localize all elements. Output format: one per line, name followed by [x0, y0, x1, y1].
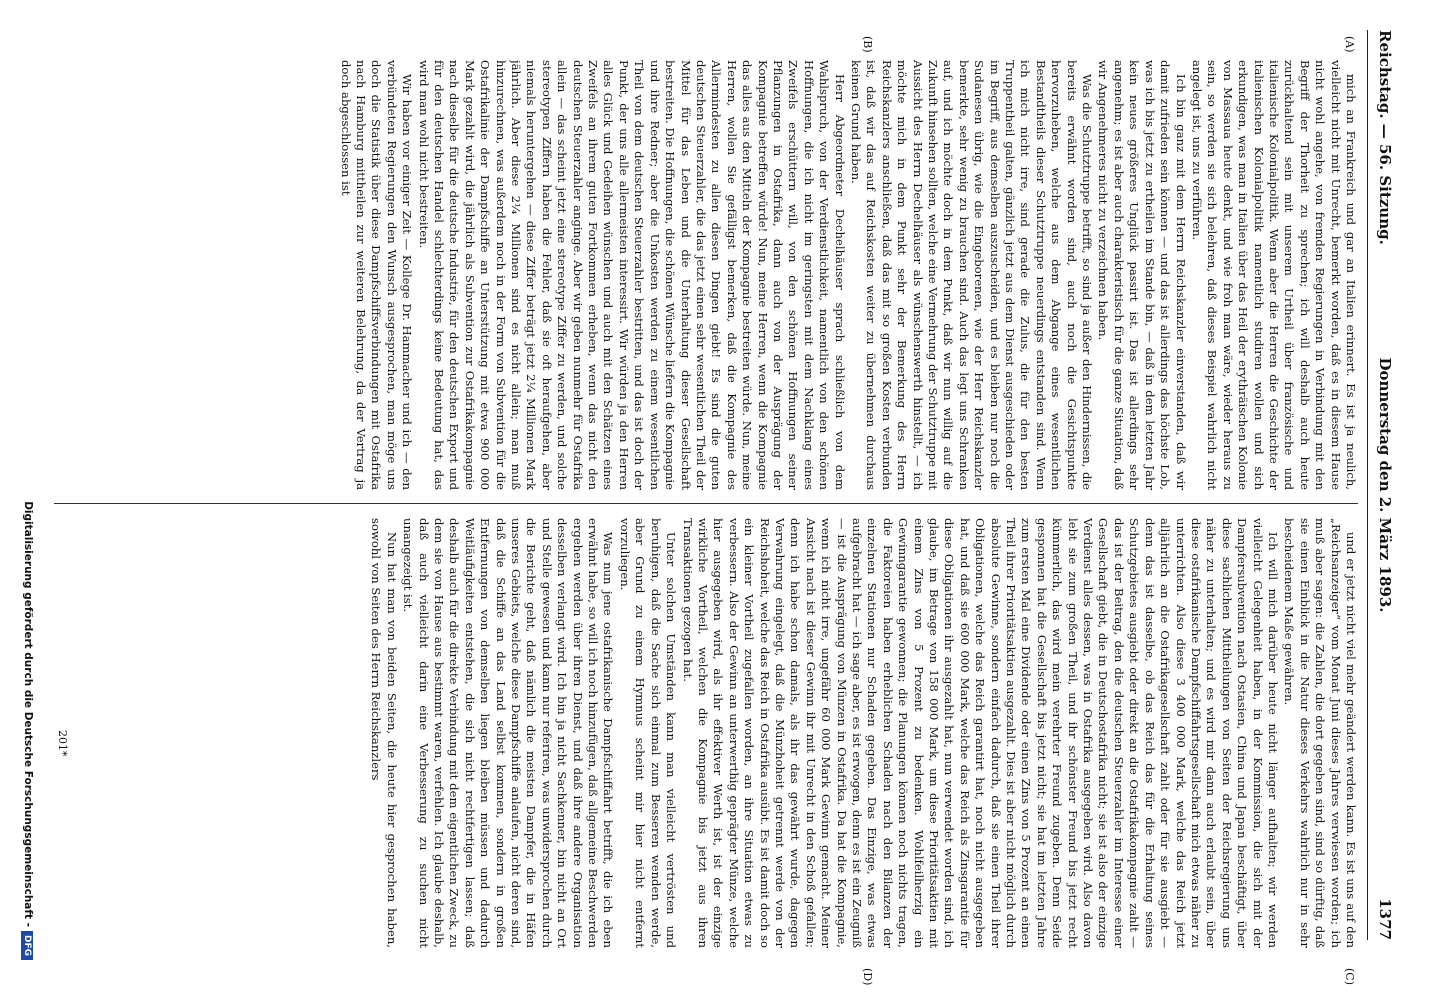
header-session: Reichstag. — 56. Sitzung. — [1376, 30, 1394, 245]
paragraph: Ich bin ganz mit dem Herrn Reichskanzler einverstanden, daß wir damit zufrieden sein können — und das ist allerdings das höchste Lob, was ich bis jetzt zu ertheilen im Stande bin, — daß in dem letzten Jahr kein neues größeres Unglück passirt ist. Das ist allerdings sehr angenehm; es ist aber auch charakteristisch für die ganze Situation, daß wir Angenehmeres nicht zu verzeichnen haben. — [1096, 60, 1188, 490]
margin-marker-d: (D) — [861, 968, 874, 986]
page-header — [1370, 30, 1394, 940]
credit-text: Digitalisierung gefördert durch die Deutsche Forschungsgemeinschaft - — [22, 501, 34, 927]
paragraph: Nun hat man von beiden Seiten, die heute hier gesprochen haben, sowohl von Seiten des Herrn Reichskanzlers — [369, 518, 399, 948]
left-column — [54, 60, 1358, 490]
margin-marker-a: (A) — [1343, 36, 1356, 53]
header-rule — [1367, 30, 1368, 940]
paragraph: Was die Schutztruppe betrifft, so sind ja außer den Hindernissen, die bereits erwähnt worden sind, auch noch die Gesichtspunkte hervorzuheben, welche aus dem Abgange eines wesentlichen Bestandtheils dieser Schutztruppe neuerdings entstanden sind. Wenn ich mich nicht irre, sind gerade die Zulus, die für den besten Truppentheil galten, gänzlich jetzt aus dem Dienst ausgeschieden oder im Begriff, aus demselben auszuscheiden, und es bleiben nur noch die Sudanesen übrig, wie die Eingeborenen, wie der Herr Reichskanzler bemerkte, sehr wenig zu brauchen sind. Auch das legt uns Schranken auf, und ich möchte doch in dem Punkt, daß wir nun willig auf die Zukunft hinsehen sollten, welche eine Vermehrung der Schutztruppe mit Aussicht des Herrn Dechelhäuser als wünschenswerth hinstellt, — ich möchte mich in dem Punkt sehr der Bemerkung des Herrn Reichskanzlers anschließen, daß das mit so großen Kosten verbunden ist, daß wir das auf Reichskosten weiter zu übernehmen durchaus keinen Grund haben. — [849, 60, 1095, 490]
right-column — [54, 518, 1358, 948]
paragraph: Was nun jene ostafrikanische Dampfschiffahrt betrifft, die ich eben erwähnt habe, so will ich noch hinzufügen, daß allgemeine Beschwerden ergehen werden über ihren Dienst, und daß ihre andere Organisation desselben verlangt wird. Ich bin ja nicht Sachkenner, bin nicht an Ort und Stelle gewesen und kann nur referiren, was unwidersprochen durch die Berichte geht, daß nämlich die meisten Dampfer, die in Häfen unseres Gebiets, welche diese Dampfschiffe anlaufen, nicht deren sind, daß die Schiffe an das Land selbst kommen, sondern in großen Entfernungen von demselben liegen bleiben müssen und dadurch Weitläufigkeiten entstehen, die sich nicht rechtfertigen lassen; daß deshalb auch für die direkte Verbindung mit dem eigentlichen Zweck, zu dem sie von Hause aus bestimmt waren, verfehlen. Ich glaube deshalb, daß auch vielleicht darin eine Verbesserung zu suchen nicht unangezeigt ist. — [401, 518, 616, 948]
paragraph: mich an Frankreich und gar an Italien erinnert. Es ist ja neulich, vielleicht nicht mit Unrecht, bemerkt worden, daß es in diesem Hause nicht wohl angehe, von fremden Regierungen in Verbindung mit den Begriff der Thorheit zu sprechen; ich will deshalb auch heute zurückhaltend sein mit unserem Urtheil über französische und italienische Kolonialpolitik. Wenn aber die Herren die Geschichte der italienischen Kolonialpolitik namentlich studiren wollen und sich erkundigen, was man in Italien über das Heil der erythräischen Kolonie von Massaua heute denkt, und wie froh man wäre, wieder heraus zu sein, so werden sie sich belehren, daß dieses Beispiel wahrlich nicht angelegt ist, uns zu verführen. — [1189, 60, 1358, 490]
paragraph: und er jetzt nicht viel mehr geändert werden kann. Es ist uns auf den „Reichsanzeiger“ vom Monat Juni dieses Jahres verwiesen worden; ich muß aber sagen: die Zahlen, die dort gegeben sind, sind so dürftig, daß sie einen Einblick in die Natur dieses Verkehrs wahrlich nur in sehr bescheidenem Maße gewähren. — [1282, 518, 1358, 948]
digitization-credit — [21, 501, 34, 960]
margin-marker-c: (C) — [1343, 968, 1356, 985]
column-divider — [54, 503, 1358, 504]
paragraph: Wir haben vor einiger Zeit — Kollege Dr. Hammacher und ich — den verbündeten Regierungen den Wunsch ausgesprochen, man möge uns doch die Statistik über diese Dampfschiffsverbindungen mit Ostafrika nach Hamburg mittheilen zur weiteren Belehrung, da der Vertrag ja doch abgeschlossen ist — [338, 60, 415, 490]
paragraph: Ich will mich darüber heute nicht länger aufhalten; wir werden vielleicht Gelegenheit haben, in der Kommission, die sich mit der Dampfersubvention nach Ostasien, China und Japan beschäftigt, über diese sachlichen Mittheilungen von Seiten der Reichsregierung uns näher zu unterhalten; und es wird mir dann auch erlaubt sein, über diese ostafrikanische Dampfschiffahrtsgesellschaft mich etwas näher zu unterrichten. Also diese 3 400 000 Mark, welche das Reich jetzt alljährlich an die Ostafrikagesellschaft zahlt oder für sie ausgiebt — denn das ist dasselbe, ob das Reich das für die Erhaltung seines Schutzgebietes ausgiebt oder direkt an die Ostafrikakompagnie zahlt — das ist der Beitrag, den die deutschen Steuerzahler im Interesse einer Gesellschaft giebt, die in Deutschostafrika nicht; sie ist also der einzige Verdienst alles dessen, was in Ostafrika ausgegeben wird. Also davon lebt sie zum großen Theil, und ihr schönster Freund bis jetzt recht kümmerlich, das wird mein verehrter Freund zugeben. Denn Seide gesponnen hat die Gesellschaft bis jetzt nicht; sie hat im letzten Jahre zum ersten Mal eine Dividende oder einen Zins von 5 Prozent an einen Theil ihrer Prioritätsaktien ausgezahlt. Dies ist aber nicht möglich durch absolute Gewinne, sondern einfach dadurch, daß sie einen Theil ihrer Obligationen, welche das Reich garantirt hat, noch nicht ausgegeben hat, und daß sie 600 000 Mark, welche das Reich als Zinsgarantie für diese Obligationen ihr ausgezahlt hat, nun verwendet worden sind, ich glaube, im Betrage von 158 000 Mark, um diese Prioritätsaktien mit einem Zins von 5 Prozent zu bedenken. Wohlfeilherzig ein Gewinngarantie gewonnen; die Planungen können noch nichts tragen, die Faktoreien haben erheblichen Schaden nach den Bilanzen der einzelnen Stationen nur Schaden gegeben. Das Einzige, was etwas aufgebracht hat — ich sage aber, es ist erwogen, denn es ist ein Zeugniß — ist die Ausprägung von Münzen in Ostafrika. Da hat die Kompagnie, wenn ich nicht irre, ungefähr 60 000 Mark Gewinn gemacht. Meiner Ansicht nach ist dieser Gewinn ihr mit Unrecht in den Schoß gefallen; denn ich habe schon damals, als ihr das gewährt wurde, dagegen Verwahrung eingelegt, daß die Münzhoheit getrennt werde von der Reichshoheit, welche das Reich in Ostafrika ausübt. Es ist damit doch so ein kleiner Vortheil zugefallen worden, an ihre Situation etwas zu verbessern. Also der Gewinn an unterwerthig geprägter Münze, welche hier ausgegeben wird, als ihr effektiver Werth ist, ist der einzige wirkliche Vortheil, welchen die Kompagnie bis jetzt aus ihren Transaktionen gezogen hat. — [680, 518, 1280, 948]
paragraph: Unter solchen Umständen kann man vielleicht vertrösten und beruhigen, daß die Sache sich einmal zum Besseren wenden werde, aber Grund zu einem Hymnus scheint mir hier nicht entfernt vorzuliegen. — [617, 518, 679, 948]
sheet-signature: 201* — [56, 730, 69, 757]
header-date: Donnerstag den 2. März 1893. — [1376, 357, 1394, 613]
paragraph: Herr Abgeordneter Dechelhäuser sprach schließlich von dem Wahlspruch, von der Verdienstlichkeit, namentlich von den schönen Hoffnungen, die ich nicht im geringsten mit dem Nachklang eines Zweifels erschüttern will, von den schönen Hoffnungen seiner Pflanzungen in Ostafrika, dann auch von der Ausprägung der Kompagnie betreffen würde! Nun, meine Herren, wenn die Kompagnie das alles aus den Mitteln der Kompagnie bestreiten würde. Nun, meine Herren, wollen Sie gefälligst bemerken, daß die Kompagnie des Allermindesten zu allen diesen Dingen giebt! Es sind die guten deutschen Steuerzahler, die das jetzt einen sehr wesentlichen Theil der Mittel für das Leben und die Unterhaltung dieser Gesellschaft bestreiten. Die Hoffnungen, die schönen Wünsche liefern die Kompagnie und ihre Redner; aber die Unkosten werden zu einem wesentlichen Theil von dem deutschen Steuerzahler bestritten, und das ist doch der Punkt, der uns alle allermeisten interessirt. Wir würden ja den Herren alles Glück und Gedeihen wünschen und auch mit den Schätzen eines Zweifels an ihrem guten Fortkommen erheben, wenn das nicht den deutschen Steuerzahler anginge. Aber wir geben nunmehr für Ostafrika allein — das scheint jetzt eine stereotype Ziffer zu werden, und solche stereotypen Ziffern haben die Fehler, daß sie oft heraufgehen, aber niemals heruntergehen — diese Ziffer beträgt jetzt 2¼ Millionen Mark jährlich. Aber diese 2¼ Millionen sind es nicht allein; man muß hinzurechnen, was außerdem noch in der Form von Subvention für die Ostafrikalinie der Dampfschiffe an Unterstützung mit etwa 900 000 Mark gezahlt wird, die jährlich als Subvention zur Ostafrikakompagnie nach dieselbe für die deutsche Industrie, für den deutschen Export und für den deutschen Handel schlechterdings keine Bedeutung hat, das wird man wohl nicht bestreiten. — [416, 60, 847, 490]
margin-marker-b: (B) — [861, 36, 874, 53]
dfg-logo: DFG — [21, 931, 33, 960]
page-number: 1377 — [1376, 898, 1394, 940]
